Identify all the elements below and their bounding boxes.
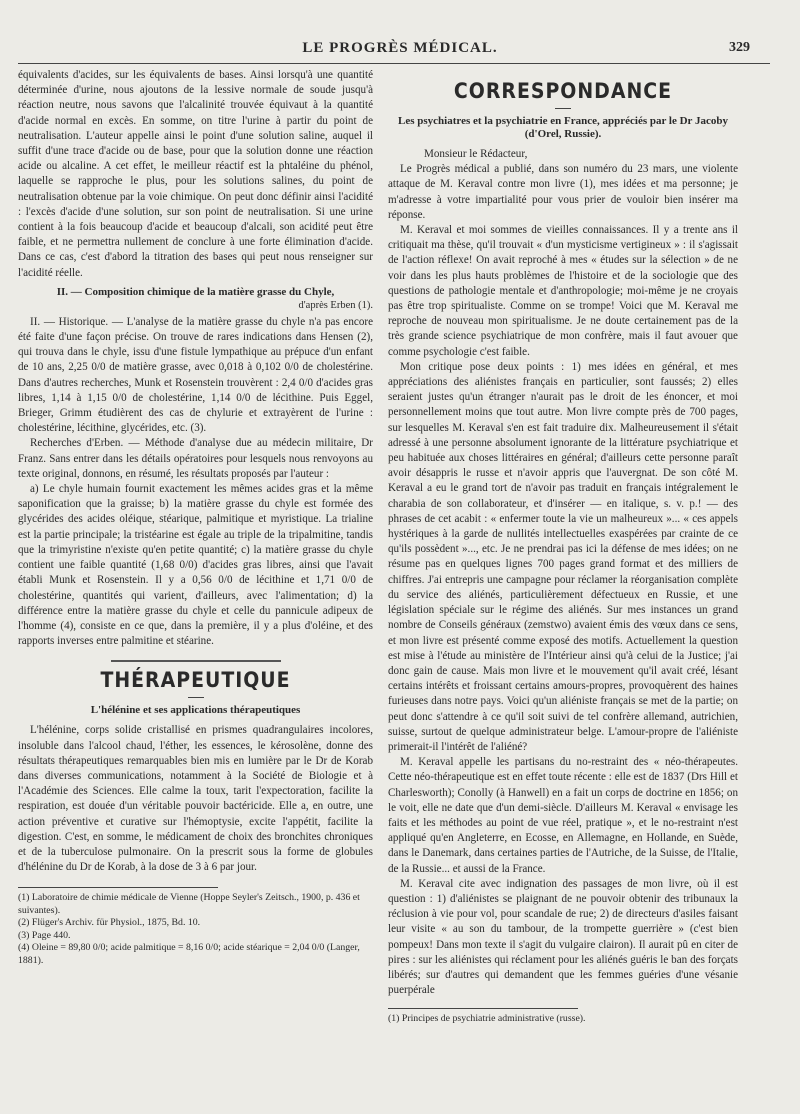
left-column — [18, 68, 373, 967]
urine-acidity-paragraph: équivalents d'acides, sur les équivalents de bases. Ainsi lorsqu'à une quantité déterminée d'urine, nous ajoutons de la lessive normale de soude jusqu'à réaction neutre, nous savons que l'alcalinité trouvée équivaut à la quantité d'acide normal en excès. En somme, on titre l'urine à partir du point de neutralisation. L'auteur appelle ainsi le point d'une solution saline, auquel il suffit d'une trace d'acide ou de base, pour que la solution donne une réaction acide ou alcaline. A cet effet, le meilleur réactif est la phtaléine du phénol, laquelle se rapproche le plus, pour les solutions salines, du point de neutralisation obtenue par la voie chimique. On peut donc définir ainsi l'acidité : l'excès d'acide d'une solution, sur son point de neutralisation. Si une urine contient à la fois beaucoup d'acide et beaucoup d'alcali, son acidité peut être faible, et ne permettra nullement de conclure à une forte élimination d'acide. Dans ce cas, c'est d'abord la titration des bases qui peut nous renseigner sur l'acidité réelle. — [18, 69, 373, 279]
salutation: Monsieur le Rédacteur, — [424, 148, 528, 160]
footnote: (2) Flüger's Archiv. für Physiol., 1875, Bd. 10. — [18, 917, 201, 929]
correspondance-title: CORRESPONDANCE — [453, 79, 673, 103]
helenine-subtitle: L'hélénine et ses applications thérapeutiques — [90, 704, 301, 717]
journal-title: LE PROGRÈS MÉDICAL. — [302, 40, 498, 56]
title-rule — [188, 697, 204, 698]
section-ornament — [111, 657, 281, 665]
title-rule — [555, 108, 571, 109]
chyle-section-heading: II. — Composition chimique de la matière grasse du Chyle, — [56, 285, 335, 298]
page-number: 329 — [729, 40, 750, 55]
letter-paragraph: Le Progrès médical a publié, dans son numéro du 23 mars, une violente attaque de M. Keraval contre mon livre (1), mes idées et ma personne; je m'adresse à votre impartialité pour vous prier de vouloir bien insérer ma réponse. — [388, 163, 738, 221]
right-column — [388, 68, 738, 1026]
results-paragraph: a) Le chyle humain fournit exactement les mêmes acides gras et la même saponification que la graisse; b) la matière grasse du chyle est formée des glycérides des acides oléique, stéarique, palmitique et myristique. La trialine est la partie principale; la tristéarine est égale au triple de la tripalmitine, tandis que la trimyristine n'existe qu'en petite quantité; c) la matière grasse du chyle contient une faible quantité (1,68 0/0) d'acides gras libres, ainsi que l'avait établi Munk et Rosenstein. Il y a 0,56 0/0 de lécithine et 1,71 0/0 de cholestérine, quantités qui varient, d'ailleurs, avec l'alimentation; d) la différence entre la matière grasse du chyle et celle du pannicule adipeux de l'homme (4), consiste en ce que, dans la première, il y a plus d'oléine, et des rapports inverses entre palmitine et stéarine. — [18, 483, 373, 648]
chyle-section-ref: d'après Erben (1). — [298, 299, 373, 311]
helenine-paragraph: L'hélénine, corps solide cristallisé en prismes quadrangulaires incolores, insoluble dans l'alcool chaud, l'éther, les essences, le kérosolène, donne des résultats thérapeutiques remarquables bien mis en lumière par le Dr de Korab dans diverses communications, notamment à la Société de Biologie et à l'Académie des Sciences. Elle calme la toux, tarit l'expectoration, facilite la respiration, est douée d'un véritable pouvoir bactéricide. Elle a, en outre, une action préventive et curative sur l'hémoptysie, excite l'appétit, facilite la digestion. C'est, en somme, le médicament de choix des bronchites chroniques et de la tuberculose pulmonaire. On la prescrit sous la forme de globules d'hélénine du Dr de Korab, à la dose de 3 à 6 par jour. — [18, 724, 373, 874]
footnote-rule — [18, 887, 218, 888]
page-header — [20, 40, 780, 62]
footnote: (4) Oleine = 89,80 0/0; acide palmitique = 8,16 0/0; acide stéarique = 2,04 0/0 (Langer, 1881). — [18, 942, 360, 966]
correspondance-subtitle: Les psychiatres et la psychiatrie en France, appréciés par le Dr Jacoby (d'Orel, Russie). — [398, 115, 728, 140]
footnote: (1) Principes de psychiatrie administrative (russe). — [388, 1013, 586, 1025]
footnote-rule — [388, 1008, 578, 1009]
letter-paragraph: Mon critique pose deux points : 1) mes idées en général, et mes appréciations des aliénistes français en particulier, sont faussés; 2) elles seraient justes qu'un étranger n'aurait pas le droit de les énoncer, et moi personnellement moins que tout autre. Mon livre compte près de 700 pages, sur lesquelles M. Keraval s'en est fait traduire dix. Malheureusement il s'était adressé à une personne absolument ignorante de la littérature psychiatrique et peu habituée aux choses littéraires en général; d'ailleurs cette personne paraît avoir désappris le russe et n'avoir appris que l'auvergnat. De son côté M. Keraval a eu le grand tort de n'avoir pas traduit en français intégralement le charabia de son collaborateur, et d'insérer — en italique, s. v. p.! — des phrases de cet acabit : « enfermer toute la vie un malheureux »... « ces appels hystériques à la garde de nullités intellectuelles exaspérées par crainte de ce qu'ils possèdent »..., etc. Je ne prendrai pas ici la défense de mes idées; on ne résume pas en quelques lignes 700 pages grand format et des milliers de chiffres. J'ai entrepris une campagne pour réclamer la réorganisation complète du service des aliénés, particulièrement défectueux en Russie, et une législation spéciale sur le régime des aliénés. Sur mes instances un grand nombre de Conseils généraux (zemstwo) avaient émis des vœux dans ce sens, et mon livre est présenté comme exposé des motifs. Actuellement la question est mise à l'étude au ministère de l'Intérieur ainsi qu'à celui de la Justice; j'ai donc gain de cause. Mais mon livre et le mouvement qu'il avait créé, lésant certains intérêts et froissant certains amours-propres, provoquèrent des haines furieuses dans notre pays. Voici qu'un aliéniste français se met de la partie; on peut donc s'attendre à ce qu'il soit suivi de tel confrère allemand, autrichien, suisse, surtout de quelque administrateur belge. L'amour-propre de l'aliéniste primerait-il l'intérêt de l'aliéné? — [388, 360, 738, 753]
therapeutique-title: THÉRAPEUTIQUE — [100, 668, 291, 693]
footnote: (1) Laboratoire de chimie médicale de Vienne (Hoppe Seyler's Zeitsch., 1900, p. 436 et suivantes). — [18, 892, 360, 916]
footnote: (3) Page 440. — [18, 929, 71, 941]
erben-paragraph: Recherches d'Erben. — Méthode d'analyse due au médecin militaire, Dr Franz. Sans entrer dans les détails opératoires pour lesquels nous renvoyons au texte original, donnons, en résumé, les résultats proposés par l'auteur : — [18, 437, 373, 480]
letter-paragraph: M. Keraval appelle les partisans du no-restraint des « néo-thérapeutes. Cette néo-thérapeutique est en effet toute récente : elle est de 1837 (Drs Hill et Charlesworth); Conolly (à Hanwell) en a fait un corps de doctrine en 1856; on le voit, elle ne date que d'un demi-siècle. D'ailleurs M. Keraval « envisage les faits et les méthodes au point de vue réel, pratique », et le no-restraint n'est appliqué qu'en Angleterre, en Ecosse, en Allemagne, en Hollande, en Suède, dans le Danemark, dans certaines parties de l'Autriche, de la Suisse, de l'Italie, de la Russie... et aussi de la France. — [388, 756, 738, 875]
letter-paragraph: M. Keraval et moi sommes de vieilles connaissances. Il y a trente ans il critiquait ma thèse, qu'il trouvait « d'un mysticisme vertigineux » : il s'agissait de l'action réflexe! On avait reproché à mes « études sur la sélection » de ne voir dans les plus hauts problèmes de l'histoire et de la sociologie que des questions de pathologie mentale et d'anthropologie; moi-même je ne croyais pas être trop spiritualiste. Comme on se trompe! Voici que M. Keraval me reproche de nouveau mon spiritualisme. Je ne doute certainement pas de la très grande science psychiatrique de mon confrère, mais il faut avouer que comme psychologie c'est faible. — [388, 224, 738, 358]
historique-paragraph: II. — Historique. — L'analyse de la matière grasse du chyle n'a pas encore été faite d'une façon précise. On trouve de rares indications dans Hensen (2), qui trouva dans le chyle, issu d'une fistule lympathique au prépuce d'un enfant de 10 ans, 2,25 0/0 de matière grasse, avec 0,018 à 0,102 0/0 de cholestérine. Dans d'autres recherches, Munk et Rosenstein trouvèrent : 2,4 0/0 d'acides gras libres, 1,14 à 1,15 0/0 de cholestérine, 1,14 0/0 de lécithine. Puis Eggel, Brieger, Grimm étudièrent des cas de chylurie et extrayèrent de l'urine : cholestérine, lécithine, glycérides, etc. (3). — [18, 315, 373, 435]
letter-paragraph: M. Keraval cite avec indignation des passages de mon livre, où il est question : 1) d'aliénistes se plaignant de ne pouvoir obtenir des tribunaux la réclusion à vie pour vol, pour scandale de rue; 2) de directeurs d'asiles faisant leur visite « au son du tambour, de la trompette guerrière » (c'est bien pompeux! Dans mon texte il s'agit du vulgaire clairon). Il aurait pû en citer de pires : sur les aliénistes qui réclament pour les aliénés guéris le ban des forçats libérés; sur d'autres qui demandent que les femmes guéries d'une vésanie puerpérale — [388, 877, 738, 997]
header-rule — [18, 63, 770, 64]
